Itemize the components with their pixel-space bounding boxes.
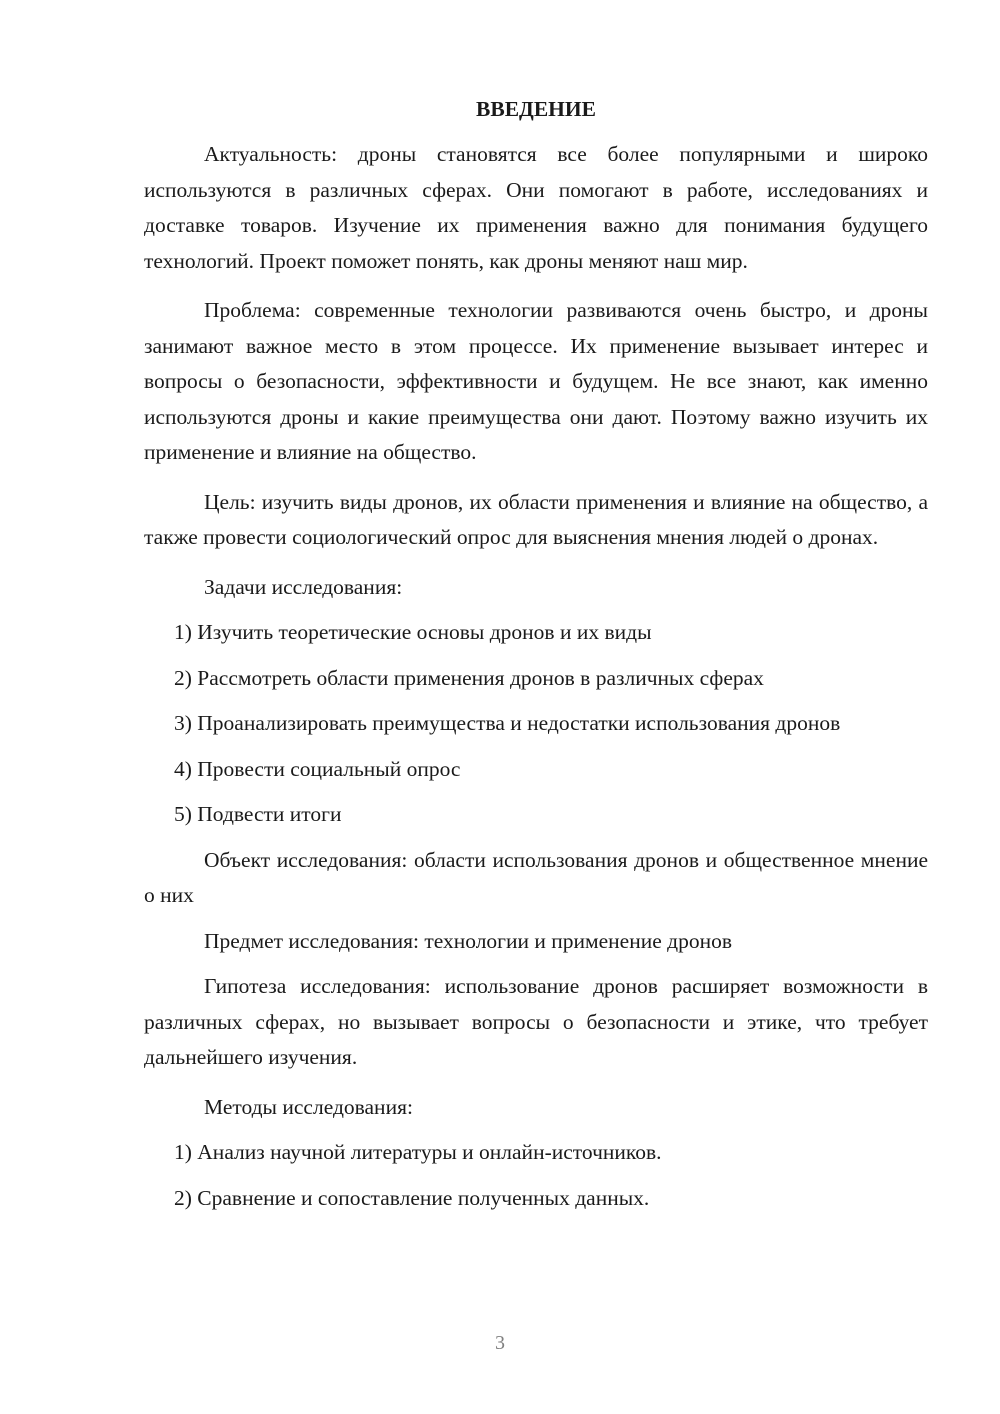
method-item-1: 1) Анализ научной литературы и онлайн-источников. [174, 1140, 662, 1164]
page-number: 3 [495, 1332, 505, 1354]
document-page [144, 92, 928, 1226]
task-item-2: 2) Рассмотреть области применения дронов в различных сферах [174, 665, 764, 690]
relevance-paragraph: Актуальность: дроны становятся все более популярными и широко используются в различных сферах. Они помогают в работе, исследованиях и доставке товаров. Изучение их применения важно для понимания будущего технологий. Проект поможет понять, как дроны меняют наш мир. [144, 142, 928, 273]
goal-paragraph: Цель: изучить виды дронов, их области применения и влияние на общество, а также провести социологический опрос для выяснения мнения людей о дронах. [144, 489, 928, 549]
task-item-1: 1) Изучить теоретические основы дронов и их виды [174, 620, 652, 644]
task-item-5: 5) Подвести итоги [174, 802, 342, 826]
method-item-2: 2) Сравнение и сопоставление полученных данных. [174, 1185, 650, 1210]
task-item-3: 3) Проанализировать преимущества и недостатки использования дронов [174, 711, 841, 735]
object-paragraph: Объект исследования: области использования дронов и общественное мнение о них [144, 847, 928, 907]
subject-paragraph: Предмет исследования: технологии и применение дронов [204, 928, 732, 953]
problem-paragraph: Проблема: современные технологии развиваются очень быстро, и дроны занимают важное место в этом процессе. Их применение вызывает интерес и вопросы о безопасности, эффективности и будущем. Не все знают, как именно используются дроны и какие преимущества они дают. Поэтому важно изучить их применение и влияние на общество. [144, 298, 928, 464]
task-item-4: 4) Провести социальный опрос [174, 756, 461, 781]
tasks-label: Задачи исследования: [204, 574, 403, 599]
hypothesis-paragraph: Гипотеза исследования: использование дронов расширяет возможности в различных сферах, но вызывает вопросы о безопасности и этике, что требует дальнейшего изучения. [144, 974, 928, 1069]
methods-label: Методы исследования: [204, 1094, 413, 1119]
section-title: ВВЕДЕНИЕ [476, 97, 596, 121]
